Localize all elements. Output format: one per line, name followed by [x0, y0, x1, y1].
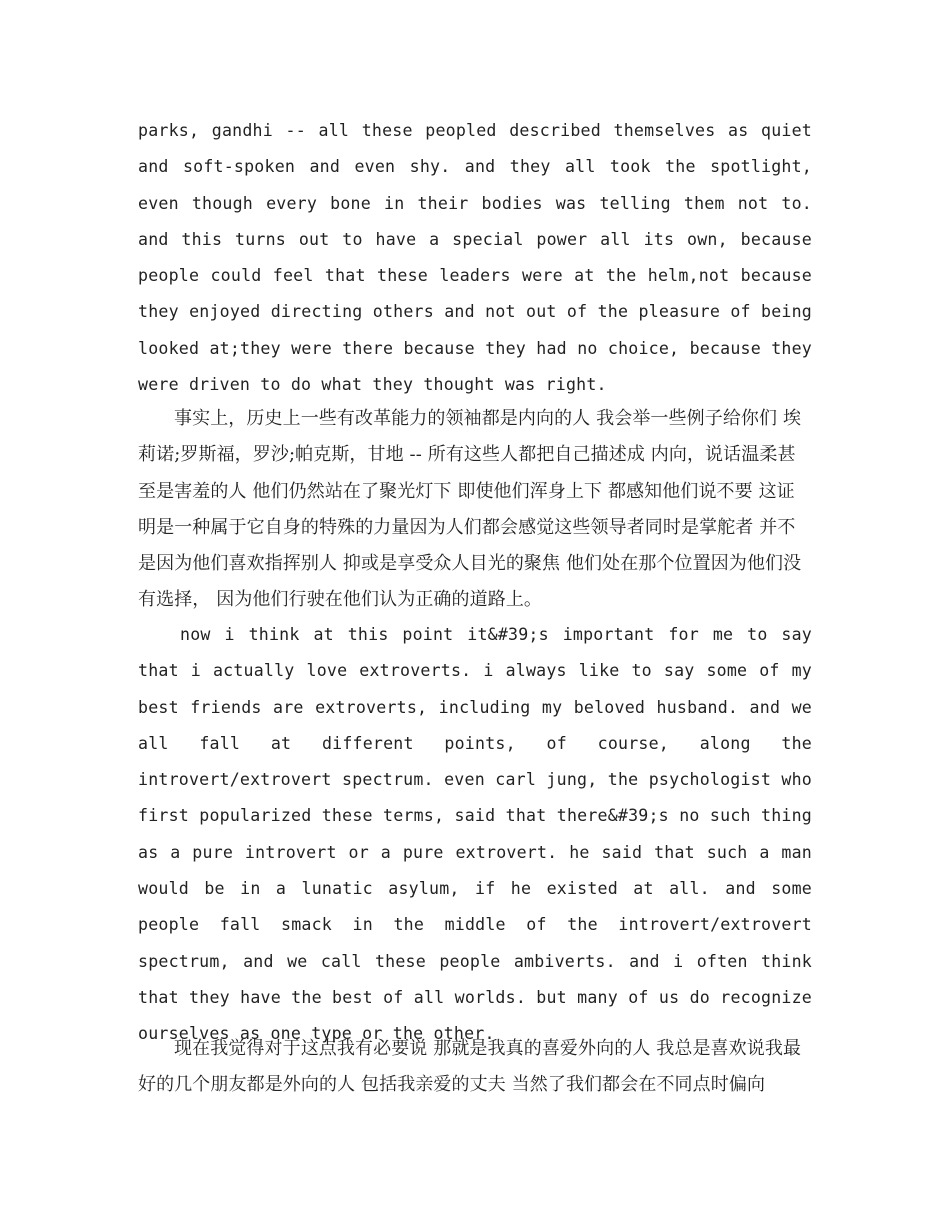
paragraph-english-2: now i think at this point it&#39;s important for me to say that i actually love extroverts. i always like to say some of my best friends are extroverts, including my beloved husband. and we all fall at different points, of course, along the introvert/extrovert spectrum. even carl jung, the psychologist who first popularized these terms, said that there&#39;s no such thing as a pure introvert or a pure extrovert. he said that such a man would be in a lunatic asylum, if he existed at all. and some people fall smack in the middle of the introvert/extrovert spectrum, and we call these people ambiverts. and i often think that they have the best of all worlds. but many of us do recognize ourselves as one type or the other. — [138, 625, 812, 1044]
paragraph-chinese-2: 现在我觉得对于这点我有必要说 那就是我真的喜爱外向的人 我总是喜欢说我最好的几个朋友都是外向的人 包括我亲爱的丈夫 当然了我们都会在不同点时偏向 — [138, 1038, 802, 1096]
paragraph-english-1: parks, gandhi -- all these peopled described themselves as quiet and soft-spoken and even shy. and they all took the spotlight, even though every bone in their bodies was telling them not to. and this turns out to have a special power all its own, because people could feel that these leaders were at the helm,not because they enjoyed directing others and not out of the pleasure of being looked at;they were there because they had no choice, because they were driven to do what they thought was right. — [138, 121, 812, 395]
paragraph-chinese-1: 事实上，历史上一些有改革能力的领袖都是内向的人 我会举一些例子给你们 埃莉诺;罗斯福，罗沙;帕克斯，甘地 -- 所有这些人都把自己描述成 内向，说话温柔甚至是害羞的人 他们仍然站在了聚光灯下 即使他们浑身上下 都感知他们说不要 这证明是一种属于它自身的特殊的力量因为人们都会感觉这些领导者同时是掌舵者 并不是因为他们喜欢指挥别人 抑或是享受众人目光的聚焦 他们处在那个位置因为他们没有选择， 因为他们行驶在他们认为正确的道路上。 — [138, 408, 802, 611]
